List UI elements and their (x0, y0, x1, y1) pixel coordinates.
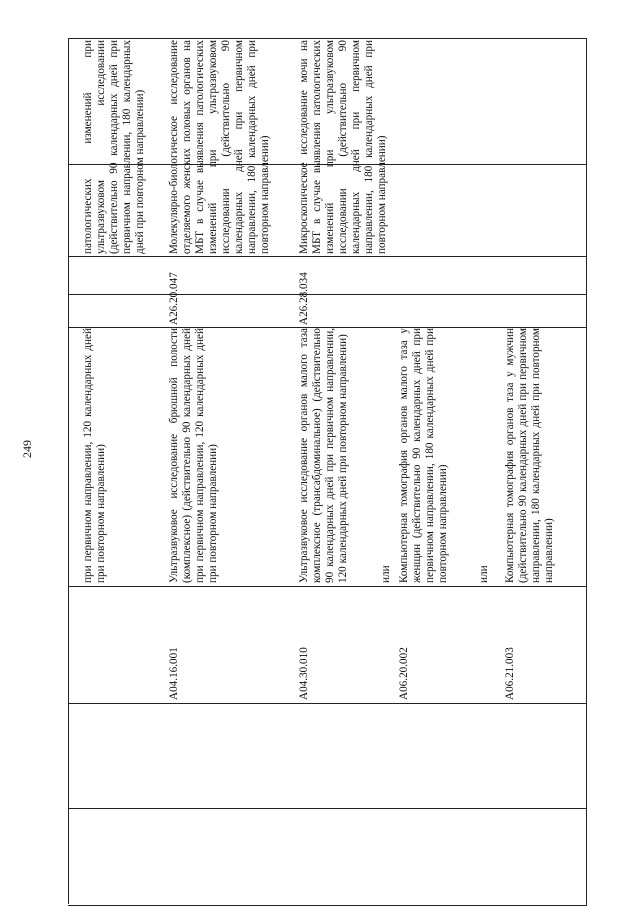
row1-code1: A04.16.001 (168, 647, 180, 700)
row2-code1b: A06.20.002 (398, 647, 410, 700)
row2-or2: или (478, 565, 490, 583)
row2-or1: или (380, 565, 392, 583)
row0-text1: при первичном направлении, 120 календарных дней при повторном направлении) (82, 328, 107, 583)
row2-code2: A26.28.034 (298, 272, 310, 325)
row2-text2: Микроскопическое исследование мочи на МБТ в случае выявления патологических изменений при ультразвуковом исследовании (действительно 90 календарных дней при первичном направлении, 180 календарных дней при повторном направлении) (298, 40, 388, 254)
column-divider (68, 38, 69, 904)
column-divider (68, 703, 586, 704)
row2-text1b: Компьютерная томография органов малого таза у женщин (действительно 90 календарных дней при первичном направлении, 180 календарных дней при повторном направлении) (398, 328, 449, 583)
row0-text2: патологических изменений при ультразвуковом исследовании (действительно 90 календарных дней при первичном направлении, 180 календарных дней при повторном направлении) (82, 40, 146, 254)
row-divider (68, 294, 586, 295)
column-divider (68, 256, 586, 257)
page-number: 249 (20, 440, 34, 458)
row1-text2: Молекулярно-биологическое исследование отделяемого женских половых органов на МБТ в случае выявления патологических изменений при ультразвуковом исследовании (действительно 90 календарных дней при первичном направлении, 180 календарных дней при повторном направлении) (168, 40, 271, 254)
column-divider (68, 586, 586, 587)
row2-code1: A04.30.010 (298, 647, 310, 700)
row1-code2: A26.20.047 (168, 272, 180, 325)
row1-text1: Ультразвуковое исследование брюшной полости (комплексное) (действительно 90 календарных дней при первичном направлении, 120 календарных дней при повторном направлении) (168, 328, 219, 583)
column-divider (68, 808, 586, 809)
row2-code1c: A06.21.003 (504, 647, 516, 700)
row2-text1c: Компьютерная томография органов таза у мужчин (действительно 90 календарных дней при первичном направлении, 180 календарных дней при повторном направлении) (504, 328, 555, 583)
row2-text1: Ультразвуковое исследование органов малого таза комплексное (трансабдоминальное) (действительно 90 календарных дней при первичном направлении, 120 календарных дней при повторном направлении) (298, 328, 349, 583)
